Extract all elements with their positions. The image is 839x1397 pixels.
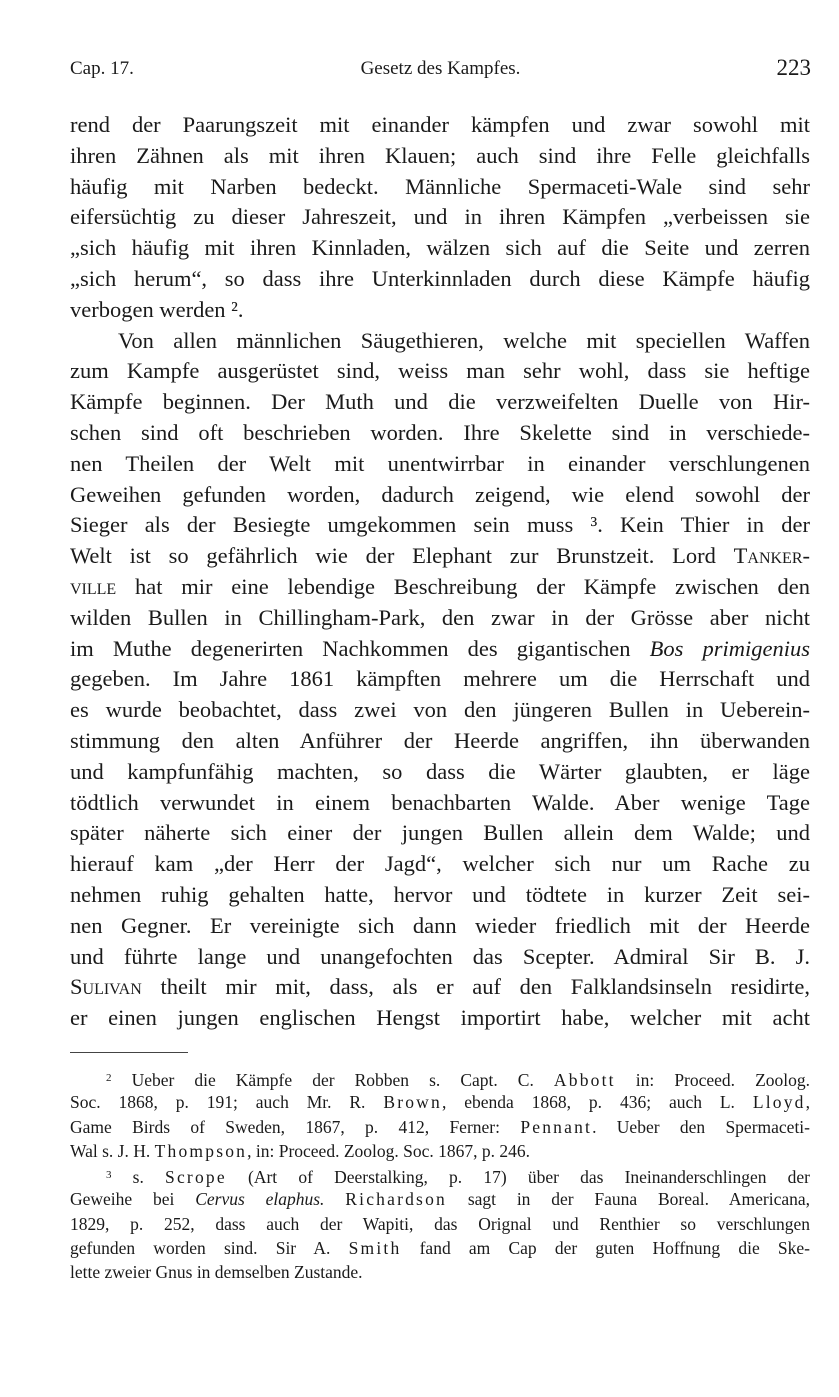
main-text xyxy=(70,110,810,1034)
footnote-mark: 3 xyxy=(106,1169,112,1182)
note-text: Ueber die Kämpfe der Robben s. Capt. C. xyxy=(131,1070,534,1090)
note-text: gefunden worden sind. Sir A. xyxy=(70,1238,331,1259)
footnote-line: 1829, p. 252, dass auch der Wapiti, das Orignal und Renthier so verschlungen xyxy=(70,1213,810,1234)
text-line: wilden Bullen in Chillingham-Park, den zwar in der Grösse aber nicht xyxy=(70,604,810,630)
page-number: 223 xyxy=(776,55,811,80)
text-line xyxy=(70,541,810,572)
species-name: Bos primigenius xyxy=(649,635,810,661)
note-text: s. xyxy=(132,1167,144,1188)
footnote-line xyxy=(70,1139,810,1163)
footnote-line: lette zweier Gnus in demselben Zustande. xyxy=(70,1262,363,1283)
note-text: sagt in der Fauna Boreal. Americana, xyxy=(467,1189,811,1210)
text-line: häufig mit Narben bedeckt. Männliche Spermaceti-Wale sind sehr xyxy=(70,173,810,199)
author-name: Abbott xyxy=(553,1070,616,1090)
text-line: und führte lange und unangefochten das Scepter. Admiral Sir B. J. xyxy=(70,943,810,969)
text-line: nen Theilen der Welt mit unentwirrbar in einander verschlungenen xyxy=(70,450,810,476)
line-text: theilt mir mit, dass, als er auf den Falklandsinseln residirte, xyxy=(160,974,811,1000)
author-name: Richardson xyxy=(345,1189,447,1210)
note-text: fand am Cap der guten Hoffnung die Ske- xyxy=(419,1238,811,1259)
note-text: . Ueber den Spermaceti- xyxy=(592,1116,810,1137)
text-line: Von allen männlichen Säugethieren, welche mit speciellen Waffen xyxy=(118,327,810,353)
text-line: ihren Zähnen als mit ihren Klauen; auch sind ihre Felle gleichfalls xyxy=(70,142,810,168)
text-line: nehmen ruhig gehalten hatte, hervor und tödtete in kurzer Zeit sei- xyxy=(70,881,810,907)
text-line xyxy=(70,972,810,1003)
footnote-mark: 2 xyxy=(106,1072,112,1084)
note-text: , ebenda 1868, p. 436; auch L. xyxy=(441,1092,735,1113)
note-text: Game Birds of Sweden, 1867, p. 412, Ferner: xyxy=(70,1116,500,1137)
line-text: im Muthe degenerirten Nachkommen des gigantischen xyxy=(70,635,631,661)
note-text: , in: Proceed. Zoolog. Soc. 1867, p. 246. xyxy=(247,1140,530,1161)
author-name: Smith xyxy=(348,1238,402,1259)
text-line: schen sind oft beschrieben worden. Ihre Skelette sind in verschiede- xyxy=(70,419,810,445)
footnote-line xyxy=(70,1236,810,1260)
text-line: es wurde beobachtet, dass zwei von den jüngeren Bullen in Ueberein- xyxy=(70,697,810,723)
text-line: gegeben. Im Jahre 1861 kämpften mehrere um die Herrschaft und xyxy=(70,666,810,692)
text-line: Sieger als der Besiegte umgekommen sein muss ³. Kein Thier in der xyxy=(70,512,810,538)
text-line xyxy=(70,634,810,665)
author-name: Scrope xyxy=(165,1167,227,1188)
text-line: eifersüchtig zu dieser Jahreszeit, und in ihren Kämpfen „verbeissen sie xyxy=(70,204,810,230)
text-line: und kampfunfähig machten, so dass die Wärter glaubten, er läge xyxy=(70,758,810,784)
text-line: rend der Paarungszeit mit einander kämpfen und zwar sowohl mit xyxy=(70,112,810,137)
text-line: „sich herum“, so dass ihre Unterkinnladen durch diese Kämpfe häufig xyxy=(70,265,810,291)
name-sulivan: Sulivan xyxy=(70,974,142,1000)
text-line: er einen jungen englischen Hengst importirt habe, welcher mit acht xyxy=(70,1005,810,1031)
note-text: (Art of Deerstalking, p. 17) über das Ineinanderschlingen der xyxy=(248,1167,810,1188)
text-line: nen Gegner. Er vereinigte sich dann wieder friedlich mit der Heerde xyxy=(70,912,810,938)
author-name: Thompson xyxy=(154,1140,248,1161)
text-line: „sich häufig mit ihren Kinnladen, wälzen sich auf die Seite und zerren xyxy=(70,235,810,261)
author-name: Lloyd xyxy=(752,1092,806,1113)
name-tankerville: Tanker- xyxy=(733,543,810,569)
species-name: Cervus elaphus. xyxy=(195,1189,325,1210)
author-name: Pennant xyxy=(520,1116,593,1137)
author-name: Brown xyxy=(383,1092,442,1113)
line-text: Welt ist so gefährlich wie der Elephant zur Brunstzeit. Lord xyxy=(70,543,716,569)
footnote-line xyxy=(70,1090,810,1114)
text-line: später näherte sich einer der jungen Bullen allein dem Walde; und xyxy=(70,820,810,846)
footnote-line xyxy=(70,1115,810,1139)
running-header xyxy=(70,55,811,90)
running-title: Gesetz des Kampfes. xyxy=(360,58,521,79)
text-line: verbogen werden ². xyxy=(70,296,244,322)
note-text: in: Proceed. Zoolog. xyxy=(635,1070,811,1090)
note-text: , xyxy=(805,1092,811,1113)
note-text: Geweihe bei xyxy=(70,1189,175,1210)
footnotes xyxy=(70,1066,810,1285)
note-text: Soc. 1868, p. 191; auch Mr. R. xyxy=(70,1092,366,1113)
footnote-line xyxy=(70,1187,810,1211)
text-line: hierauf kam „der Herr der Jagd“, welcher sich nur um Rache zu xyxy=(70,851,810,877)
text-line: tödtlich verwundet in einem benachbarten Walde. Aber wenige Tage xyxy=(70,789,810,815)
footnote-divider xyxy=(70,1052,188,1053)
name-tankerville-cont: ville xyxy=(70,573,117,599)
chapter-label: Cap. 17. xyxy=(70,58,134,79)
text-line: stimmung den alten Anführer der Heerde angriffen, ihn überwanden xyxy=(70,727,810,753)
text-line xyxy=(70,572,810,603)
text-line: zum Kampfe ausgerüstet sind, weiss man sehr wohl, dass sie heftige xyxy=(70,358,810,384)
text-line: Kämpfe beginnen. Der Muth und die verzweifelten Duelle von Hir- xyxy=(70,389,810,415)
text-line: Geweihen gefunden worden, dadurch zeigend, wie elend sowohl der xyxy=(70,481,810,507)
footnote-line xyxy=(70,1066,810,1090)
footnote-line xyxy=(70,1163,810,1187)
line-text: hat mir eine lebendige Beschreibung der Kämpfe zwischen den xyxy=(134,573,810,599)
note-text: Wal s. J. H. xyxy=(70,1140,151,1161)
